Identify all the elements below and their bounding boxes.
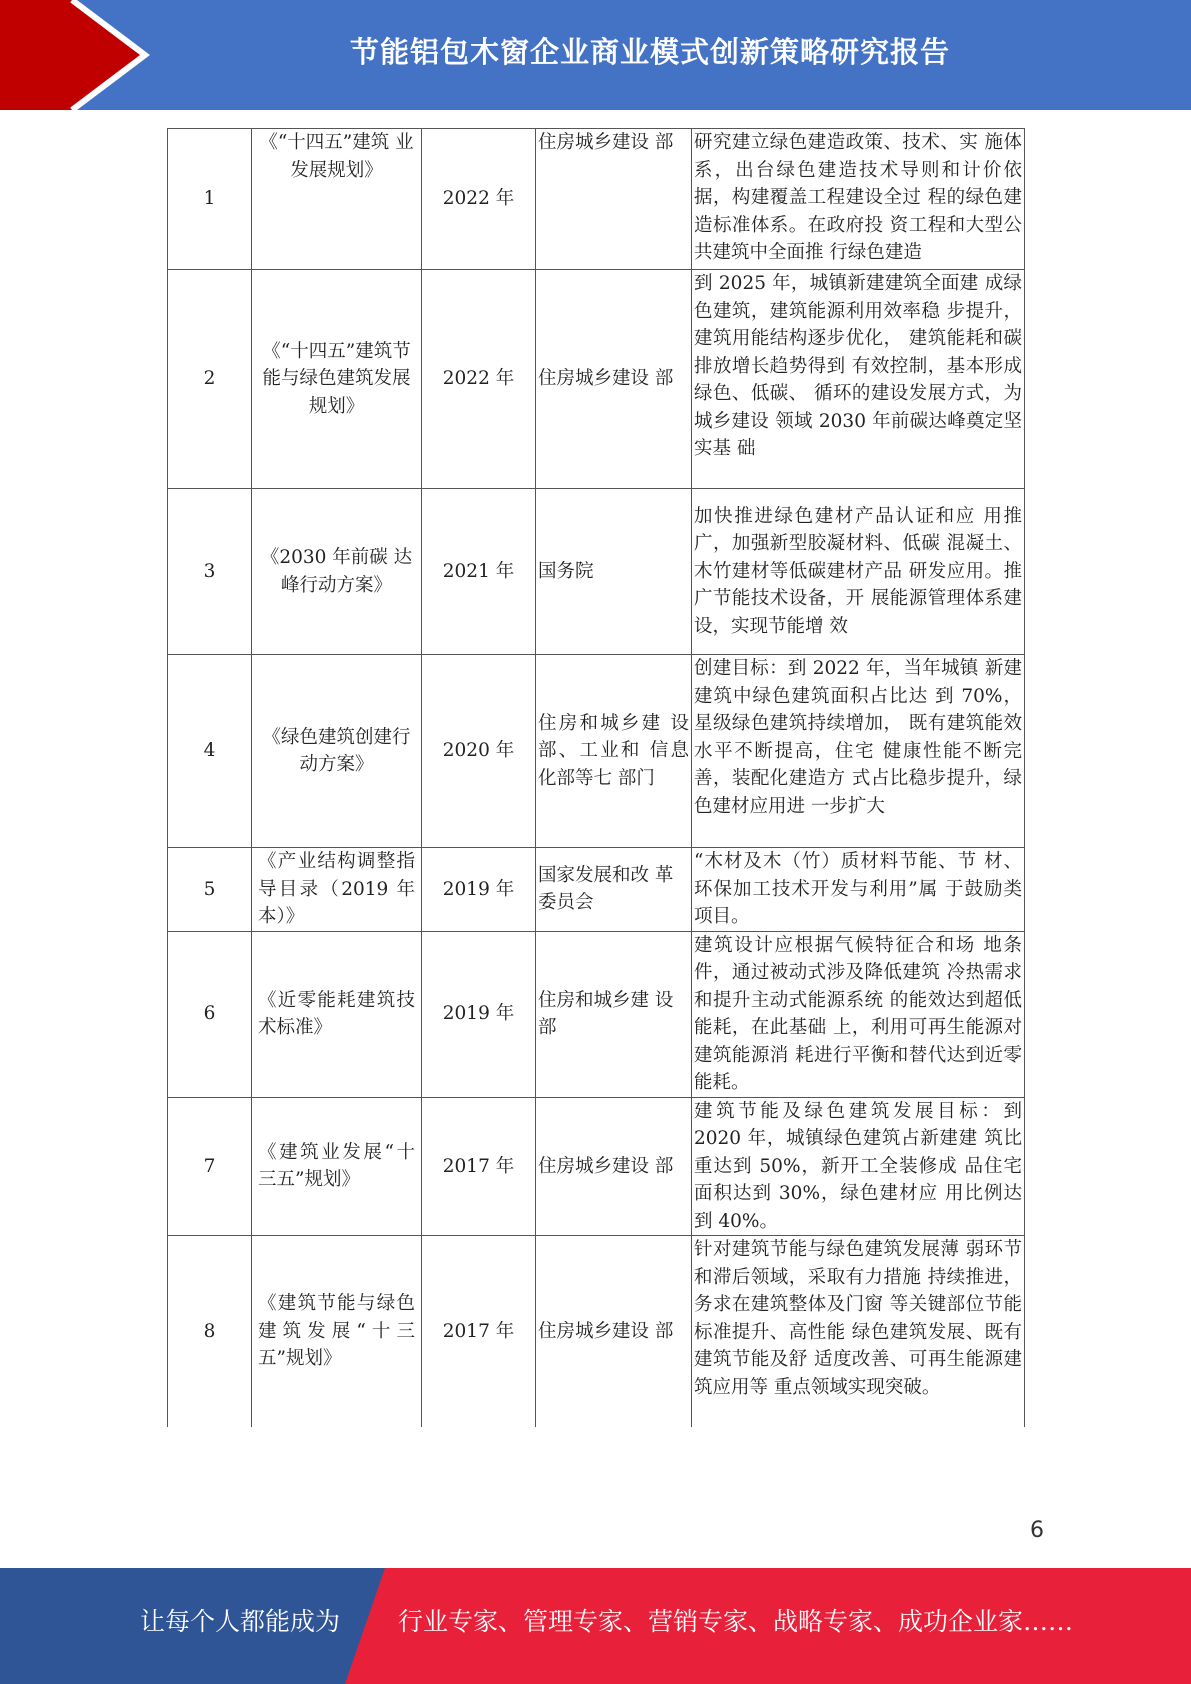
row-number: 2 — [168, 270, 252, 489]
policy-name: 《建筑节能与绿色建筑发展“十三五”规划》 — [252, 1236, 422, 1427]
policy-name: 《产业结构调整指导目录（2019 年本）》 — [252, 848, 422, 932]
row-number: 3 — [168, 489, 252, 655]
policy-description: 到 2025 年，城镇新建建筑全面建 成绿色建筑，建筑能源利用效率稳 步提升，建筑用能结构逐步优化， 建筑能耗和碳排放增长趋势得到 有效控制，基本形成绿色、低碳、 循环的建设发展方式，为城乡建设 领域 2030 年前碳达峰奠定坚实基 础 — [692, 270, 1025, 489]
issuing-department: 住房城乡建设 部 — [536, 1236, 692, 1427]
policy-name: 《近零能耗建筑技术标准》 — [252, 931, 422, 1097]
policy-year: 2017 年 — [422, 1097, 536, 1236]
policy-description: 针对建筑节能与绿色建筑发展薄 弱环节和滞后领域，采取有力措施 持续推进，务求在建筑整体及门窗 等关键部位节能标准提升、高性能 绿色建筑发展、既有建筑节能及舒 适度改善、可再生能源建筑应用等 重点领域实现突破。 — [692, 1236, 1025, 1427]
policy-year: 2020 年 — [422, 655, 536, 848]
table-row — [168, 1097, 1025, 1236]
issuing-department: 住房城乡建设 部 — [536, 129, 692, 270]
policy-year: 2019 年 — [422, 848, 536, 932]
table-row — [168, 489, 1025, 655]
row-number: 1 — [168, 129, 252, 270]
issuing-department: 住房和城乡建 设部 — [536, 931, 692, 1097]
policy-name: 《“十四五”建筑 业发展规划》 — [252, 129, 422, 270]
table-row — [168, 1236, 1025, 1427]
footer-slogan-left: 让每个人都能成为 — [140, 1607, 341, 1636]
table-row — [168, 848, 1025, 932]
issuing-department: 住房城乡建设 部 — [536, 270, 692, 489]
row-number: 4 — [168, 655, 252, 848]
policy-year: 2021 年 — [422, 489, 536, 655]
policy-description: 加快推进绿色建材产品认证和应 用推广，加强新型胶凝材料、低碳 混凝土、木竹建材等低碳建材产品 研发应用。推广节能技术设备，开 展能源管理体系建设，实现节能增 效 — [692, 489, 1025, 655]
policy-description: 创建目标：到 2022 年，当年城镇 新建建筑中绿色建筑面积占比达 到 70%，星级绿色建筑持续增加， 既有建筑能效水平不断提高，住宅 健康性能不断完善，装配化建造方 式占比稳步提升，绿色建材应用进 一步扩大 — [692, 655, 1025, 848]
policy-description: 建筑设计应根据气候特征合和场 地条件，通过被动式涉及降低建筑 冷热需求和提升主动式能源系统 的能效达到超低能耗，在此基础 上，利用可再生能源对建筑能源消 耗进行平衡和替代达到近零能耗。 — [692, 931, 1025, 1097]
policy-name: 《“十四五”建筑节能与绿色建筑发展规划》 — [252, 270, 422, 489]
policy-table — [167, 128, 1025, 1427]
policy-description: 研究建立绿色建造政策、技术、实 施体系，出台绿色建造技术导则和计价依据，构建覆盖工程建设全过 程的绿色建造标准体系。在政府投 资工程和大型公共建筑中全面推 行绿色建造 — [692, 129, 1025, 270]
policy-year: 2022 年 — [422, 129, 536, 270]
policy-year: 2017 年 — [422, 1236, 536, 1427]
footer-banner — [0, 1568, 1191, 1684]
policy-description: “木材及木（竹）质材料节能、节 材、环保加工技术开发与利用”属 于鼓励类项目。 — [692, 848, 1025, 932]
row-number: 7 — [168, 1097, 252, 1236]
table-row — [168, 270, 1025, 489]
footer-slogan-right: 行业专家、管理专家、营销专家、战略专家、成功企业家…… — [398, 1607, 1074, 1636]
report-title: 节能铝包木窗企业商业模式创新策略研究报告 — [349, 34, 950, 69]
policy-year: 2019 年 — [422, 931, 536, 1097]
issuing-department: 住房和城乡建 设部、工业和 信息化部等七 部门 — [536, 655, 692, 848]
policy-year: 2022 年 — [422, 270, 536, 489]
table-row — [168, 931, 1025, 1097]
policy-name: 《建筑业发展“十三五”规划》 — [252, 1097, 422, 1236]
policy-name: 《绿色建筑创建行动方案》 — [252, 655, 422, 848]
table-row — [168, 655, 1025, 848]
issuing-department: 国务院 — [536, 489, 692, 655]
header-banner — [0, 0, 1191, 110]
issuing-department: 国家发展和改 革委员会 — [536, 848, 692, 932]
issuing-department: 住房城乡建设 部 — [536, 1097, 692, 1236]
policy-name: 《2030 年前碳 达峰行动方案》 — [252, 489, 422, 655]
row-number: 5 — [168, 848, 252, 932]
policy-description: 建筑节能及绿色建筑发展目标：到 2020 年，城镇绿色建筑占新建建 筑比重达到 50%，新开工全装修成 品住宅面积达到 30%，绿色建材应 用比例达到 40%。 — [692, 1097, 1025, 1236]
row-number: 6 — [168, 931, 252, 1097]
page-number: 6 — [1030, 1518, 1044, 1543]
row-number: 8 — [168, 1236, 252, 1427]
table-row — [168, 129, 1025, 270]
